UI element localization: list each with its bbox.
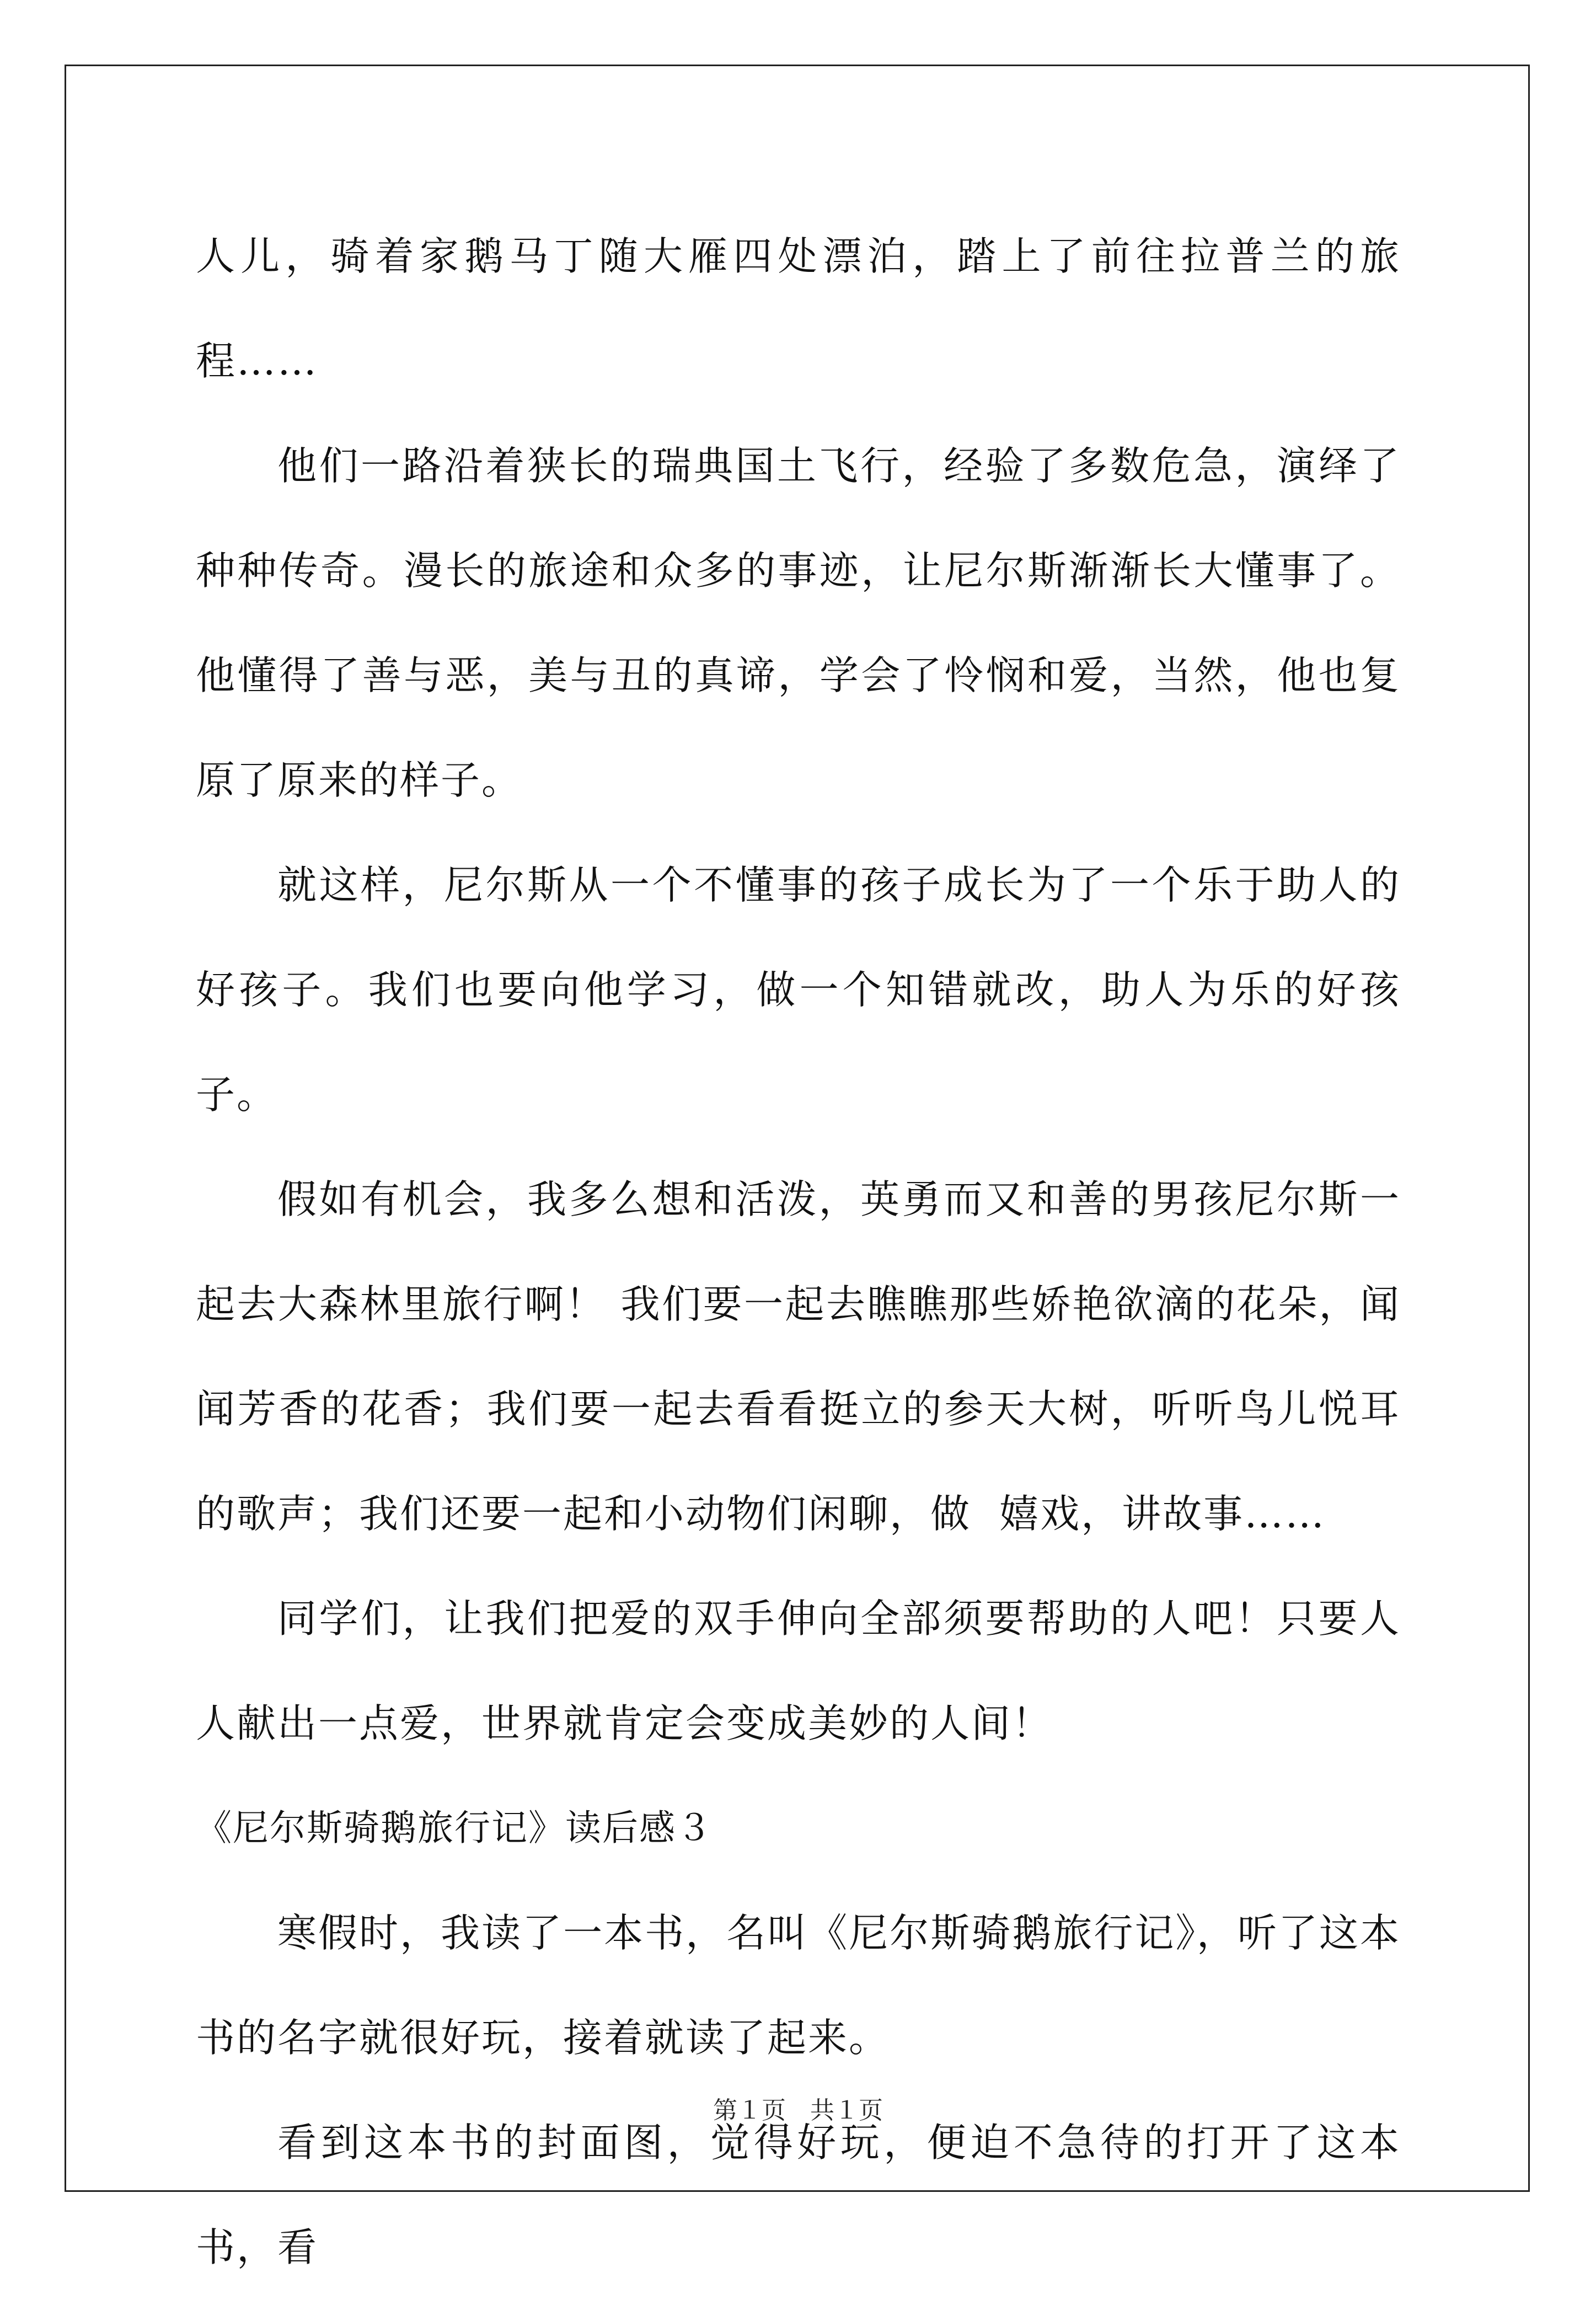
paragraph-7: 看到这本书的封面图，觉得好玩，便迫不急待的打开了这本书，看 — [196, 2120, 1401, 2270]
paragraph-3: 就这样，尼尔斯从一个不懂事的孩子成长为了一个乐于助人的好孩子。我们也要向他学习，做一个知错就改，助人为乐的好孩子。 — [196, 862, 1401, 1117]
paragraph-4: 假如有机会，我多么想和活泼，英勇而又和善的男孩尼尔斯一起去大森林里旅行啊！ 我们要一起去瞧瞧那些娇艳欲滴的花朵，闻闻芳香的花香；我们要一起去看看挺立的参天大树，听听鸟儿悦耳的歌声；我们还要一起和小动物们闲聊，做 嬉戏，讲故事…… — [196, 1176, 1401, 1537]
page-footer: 第１页 共１页 — [713, 2096, 883, 2125]
paragraph-1: 人儿，骑着家鹅马丁随大雁四处漂泊，踏上了前往拉普兰的旅程…… — [196, 233, 1401, 384]
paragraph-2: 他们一路沿着狭长的瑞典国土飞行，经验了多数危急，演绎了种种传奇。漫长的旅途和众多的事迹，让尼尔斯渐渐长大懂事了。他懂得了善与恶，美与丑的真谛，学会了怜悯和爱，当然，他也复原了原来的样子。 — [196, 443, 1401, 803]
section-heading: 《尼尔斯骑鹅旅行记》读后感３ — [196, 1807, 714, 1849]
paragraph-5: 同学们，让我们把爱的双手伸向全部须要帮助的人吧！只要人人献出一点爱，世界就肯定会变成美妙的人间！ — [196, 1596, 1401, 1746]
document-body — [196, 204, 1401, 2300]
paragraph-6: 寒假时，我读了一本书，名叫《尼尔斯骑鹅旅行记》，听了这本书的名字就很好玩，接着就读了起来。 — [196, 1910, 1401, 2061]
